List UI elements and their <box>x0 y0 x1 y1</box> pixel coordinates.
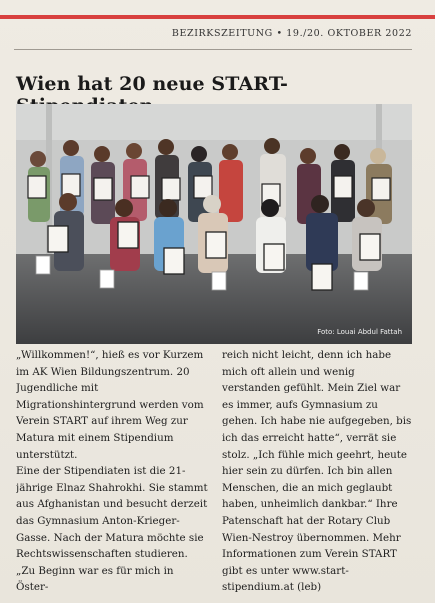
article-column-right <box>222 347 414 602</box>
red-top-rule <box>0 15 435 19</box>
photo-credit: Foto: Louai Abdul Fattah <box>317 328 402 336</box>
group-photo <box>16 104 412 344</box>
article-paragraph-3: reich nicht leicht, denn ich habe mich oft allein und wenig verstanden gefühlt. Mein Ziel war es immer, aufs Gymnasium zu gehen. Ich habe nie aufgegeben, bis ich das erreicht hatte“, verrät sie stolz. „Ich fühle mich geehrt, heute hier sein zu dürfen. Ich bin allen Menschen, die an mich geglaubt haben, unheimlich dankbar.“ Ihre Patenschaft hat der Rotary Club Wien-Nestroy übernommen. Mehr Informationen zum Verein START gibt es unter www.start-stipendium.at (leb) <box>222 349 412 594</box>
header-divider <box>14 49 412 50</box>
article-paragraph-1: „Willkommen!“, hieß es vor Kurzem im AK Wien Bildungszentrum. 20 Jugendliche mit Migrationshintergrund werden vom Verein START auf ihrem Weg zur Matura mit einem Stipendium unterstützt. <box>16 349 204 461</box>
article-paragraph-2: Eine der Stipendiaten ist die 21-jährige Elnaz Shahrokhi. Sie stammt aus Afghanistan und besucht derzeit das Gymnasium Anton-Krieger-Gasse. Nach der Matura möchte sie Rechtswissenschaften studieren. „Zu Beginn war es für mich in Öster- <box>16 465 208 594</box>
group-photo-illustration <box>16 104 412 344</box>
article-headline: Wien hat 20 neue START- <box>16 73 288 95</box>
article-column-left <box>16 347 208 602</box>
masthead: BEZIRKSZEITUNG • 19./20. OKTOBER 2022 <box>171 28 412 39</box>
